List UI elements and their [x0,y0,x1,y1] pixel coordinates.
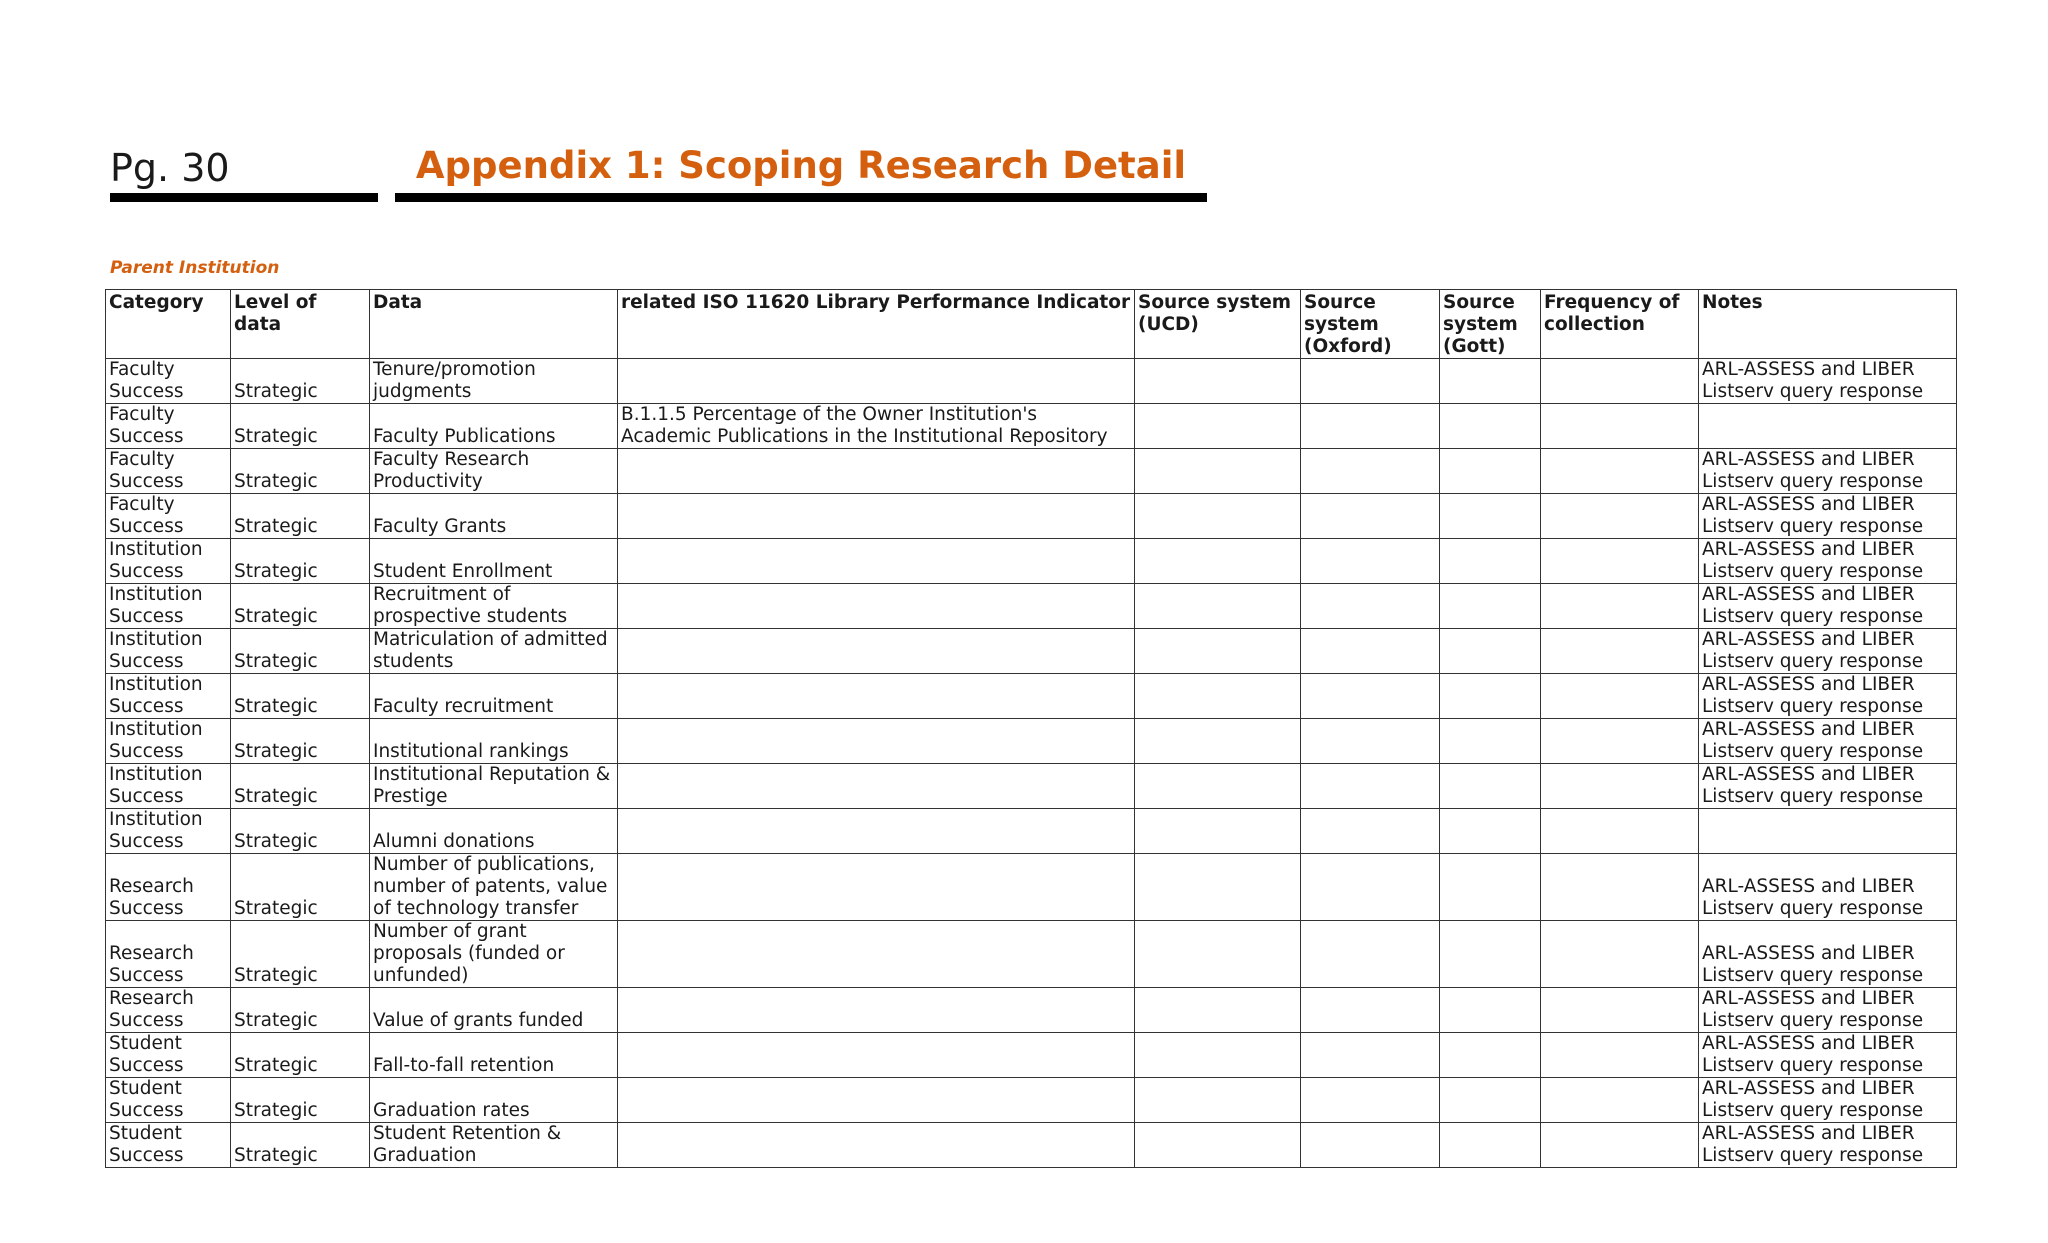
cell-source-oxford [1301,584,1440,629]
cell-notes: ARL-ASSESS and LIBER Listserv query response [1699,674,1957,719]
cell-level-of-data: Strategic [231,674,370,719]
cell-iso-indicator [618,809,1135,854]
table-row [106,809,1957,854]
column-header-data: Data [370,290,618,359]
table-row [106,674,1957,719]
cell-iso-indicator: B.1.1.5 Percentage of the Owner Institution's Academic Publications in the Institutional Repository [618,404,1135,449]
cell-data: Fall-to-fall retention [370,1033,618,1078]
cell-data: Institutional rankings [370,719,618,764]
cell-frequency [1541,988,1699,1033]
cell-iso-indicator [618,921,1135,988]
cell-category: Research Success [106,988,231,1033]
cell-frequency [1541,1123,1699,1168]
cell-data: Graduation rates [370,1078,618,1123]
cell-source-oxford [1301,764,1440,809]
cell-iso-indicator [618,1078,1135,1123]
cell-category: Student Success [106,1123,231,1168]
cell-category: Institution Success [106,584,231,629]
cell-frequency [1541,921,1699,988]
cell-iso-indicator [618,539,1135,584]
cell-data: Student Retention & Graduation [370,1123,618,1168]
cell-level-of-data: Strategic [231,1033,370,1078]
cell-level-of-data: Strategic [231,764,370,809]
cell-data: Matriculation of admitted students [370,629,618,674]
section-label: Parent Institution [110,258,280,278]
cell-level-of-data: Strategic [231,1123,370,1168]
cell-source-ucd [1135,539,1301,584]
cell-frequency [1541,359,1699,404]
cell-data: Number of grant proposals (funded or unfunded) [370,921,618,988]
cell-source-gott [1440,674,1541,719]
cell-source-ucd [1135,1123,1301,1168]
cell-iso-indicator [618,988,1135,1033]
cell-frequency [1541,809,1699,854]
table-row [106,1078,1957,1123]
cell-source-ucd [1135,404,1301,449]
cell-data: Tenure/promotion judgments [370,359,618,404]
cell-source-gott [1440,809,1541,854]
cell-category: Institution Success [106,674,231,719]
cell-source-gott [1440,449,1541,494]
cell-source-gott [1440,1078,1541,1123]
cell-source-oxford [1301,921,1440,988]
cell-source-oxford [1301,988,1440,1033]
cell-notes: ARL-ASSESS and LIBER Listserv query response [1699,1123,1957,1168]
cell-frequency [1541,494,1699,539]
cell-source-ucd [1135,921,1301,988]
column-header-level-of-data: Level of data [231,290,370,359]
cell-iso-indicator [618,449,1135,494]
cell-iso-indicator [618,1123,1135,1168]
table-row [106,404,1957,449]
cell-notes: ARL-ASSESS and LIBER Listserv query response [1699,584,1957,629]
cell-source-gott [1440,494,1541,539]
cell-frequency [1541,1033,1699,1078]
table-row [106,854,1957,921]
column-header-notes: Notes [1699,290,1957,359]
cell-source-gott [1440,719,1541,764]
cell-data: Institutional Reputation & Prestige [370,764,618,809]
table-row [106,629,1957,674]
cell-frequency [1541,854,1699,921]
cell-category: Student Success [106,1078,231,1123]
cell-source-ucd [1135,1078,1301,1123]
cell-frequency [1541,1078,1699,1123]
cell-level-of-data: Strategic [231,719,370,764]
cell-source-ucd [1135,359,1301,404]
table-row [106,1123,1957,1168]
cell-source-oxford [1301,629,1440,674]
cell-iso-indicator [618,584,1135,629]
cell-notes: ARL-ASSESS and LIBER Listserv query response [1699,921,1957,988]
column-header-source-gott: Source system (Gott) [1440,290,1541,359]
cell-source-ucd [1135,449,1301,494]
cell-data: Number of publications, number of patents, value of technology transfer [370,854,618,921]
cell-notes [1699,404,1957,449]
cell-source-ucd [1135,629,1301,674]
cell-category: Student Success [106,1033,231,1078]
cell-source-oxford [1301,719,1440,764]
cell-frequency [1541,404,1699,449]
cell-category: Institution Success [106,809,231,854]
cell-level-of-data: Strategic [231,921,370,988]
cell-data: Faculty Research Productivity [370,449,618,494]
cell-data: Faculty recruitment [370,674,618,719]
cell-iso-indicator [618,854,1135,921]
cell-iso-indicator [618,674,1135,719]
cell-category: Faculty Success [106,359,231,404]
cell-data: Faculty Grants [370,494,618,539]
cell-level-of-data: Strategic [231,539,370,584]
cell-source-gott [1440,584,1541,629]
table-row [106,719,1957,764]
cell-level-of-data: Strategic [231,584,370,629]
column-header-source-oxford: Source system (Oxford) [1301,290,1440,359]
cell-source-gott [1440,539,1541,584]
scoping-research-table [105,289,1957,1168]
table-row [106,764,1957,809]
column-header-source-ucd: Source system (UCD) [1135,290,1301,359]
cell-source-ucd [1135,764,1301,809]
cell-source-oxford [1301,539,1440,584]
cell-category: Research Success [106,854,231,921]
cell-source-oxford [1301,854,1440,921]
cell-source-oxford [1301,404,1440,449]
cell-notes: ARL-ASSESS and LIBER Listserv query response [1699,539,1957,584]
cell-iso-indicator [618,359,1135,404]
cell-category: Institution Success [106,764,231,809]
cell-frequency [1541,764,1699,809]
cell-level-of-data: Strategic [231,629,370,674]
table-row [106,921,1957,988]
page-title: Appendix 1: Scoping Research Detail [415,144,1187,187]
cell-level-of-data: Strategic [231,854,370,921]
cell-source-oxford [1301,1033,1440,1078]
cell-source-ucd [1135,988,1301,1033]
cell-frequency [1541,584,1699,629]
cell-notes: ARL-ASSESS and LIBER Listserv query response [1699,359,1957,404]
cell-category: Research Success [106,921,231,988]
cell-source-gott [1440,1033,1541,1078]
cell-category: Faculty Success [106,494,231,539]
cell-data: Alumni donations [370,809,618,854]
cell-source-oxford [1301,809,1440,854]
cell-source-ucd [1135,854,1301,921]
cell-iso-indicator [618,494,1135,539]
cell-category: Institution Success [106,629,231,674]
cell-category: Institution Success [106,719,231,764]
cell-data: Student Enrollment [370,539,618,584]
cell-source-oxford [1301,1123,1440,1168]
cell-frequency [1541,449,1699,494]
cell-notes: ARL-ASSESS and LIBER Listserv query response [1699,988,1957,1033]
column-header-iso-indicator: related ISO 11620 Library Performance Indicator [618,290,1135,359]
cell-iso-indicator [618,764,1135,809]
cell-notes: ARL-ASSESS and LIBER Listserv query response [1699,1033,1957,1078]
cell-notes: ARL-ASSESS and LIBER Listserv query response [1699,854,1957,921]
cell-source-oxford [1301,359,1440,404]
cell-level-of-data: Strategic [231,359,370,404]
table-row [106,1033,1957,1078]
cell-source-gott [1440,404,1541,449]
cell-frequency [1541,629,1699,674]
table-row [106,494,1957,539]
cell-source-oxford [1301,1078,1440,1123]
cell-source-gott [1440,629,1541,674]
cell-notes [1699,809,1957,854]
cell-category: Faculty Success [106,404,231,449]
table-row [106,449,1957,494]
cell-level-of-data: Strategic [231,494,370,539]
cell-data: Recruitment of prospective students [370,584,618,629]
cell-notes: ARL-ASSESS and LIBER Listserv query response [1699,719,1957,764]
cell-iso-indicator [618,1033,1135,1078]
cell-source-gott [1440,1123,1541,1168]
cell-source-gott [1440,988,1541,1033]
cell-source-ucd [1135,494,1301,539]
cell-source-ucd [1135,1033,1301,1078]
cell-frequency [1541,719,1699,764]
table-row [106,359,1957,404]
cell-notes: ARL-ASSESS and LIBER Listserv query response [1699,1078,1957,1123]
cell-frequency [1541,539,1699,584]
cell-source-gott [1440,764,1541,809]
cell-category: Institution Success [106,539,231,584]
cell-source-oxford [1301,449,1440,494]
cell-category: Faculty Success [106,449,231,494]
table-body [106,359,1957,1168]
cell-level-of-data: Strategic [231,1078,370,1123]
header-rule-left [110,193,378,202]
cell-source-ucd [1135,674,1301,719]
cell-data: Value of grants funded [370,988,618,1033]
cell-notes: ARL-ASSESS and LIBER Listserv query response [1699,629,1957,674]
cell-source-gott [1440,359,1541,404]
cell-source-oxford [1301,494,1440,539]
cell-source-ucd [1135,719,1301,764]
cell-frequency [1541,674,1699,719]
cell-source-gott [1440,921,1541,988]
page-number: Pg. 30 [110,146,230,190]
header-rule-right [395,193,1207,202]
cell-notes: ARL-ASSESS and LIBER Listserv query response [1699,449,1957,494]
table-row [106,988,1957,1033]
cell-source-gott [1440,854,1541,921]
column-header-frequency: Frequency of collection [1541,290,1699,359]
cell-level-of-data: Strategic [231,809,370,854]
column-header-category: Category [106,290,231,359]
cell-iso-indicator [618,719,1135,764]
cell-notes: ARL-ASSESS and LIBER Listserv query response [1699,494,1957,539]
cell-iso-indicator [618,629,1135,674]
cell-level-of-data: Strategic [231,988,370,1033]
cell-notes: ARL-ASSESS and LIBER Listserv query response [1699,764,1957,809]
table-row [106,539,1957,584]
cell-level-of-data: Strategic [231,404,370,449]
cell-source-oxford [1301,674,1440,719]
cell-source-ucd [1135,584,1301,629]
cell-data: Faculty Publications [370,404,618,449]
table-row [106,584,1957,629]
cell-level-of-data: Strategic [231,449,370,494]
cell-source-ucd [1135,809,1301,854]
table-header-row [106,290,1957,359]
